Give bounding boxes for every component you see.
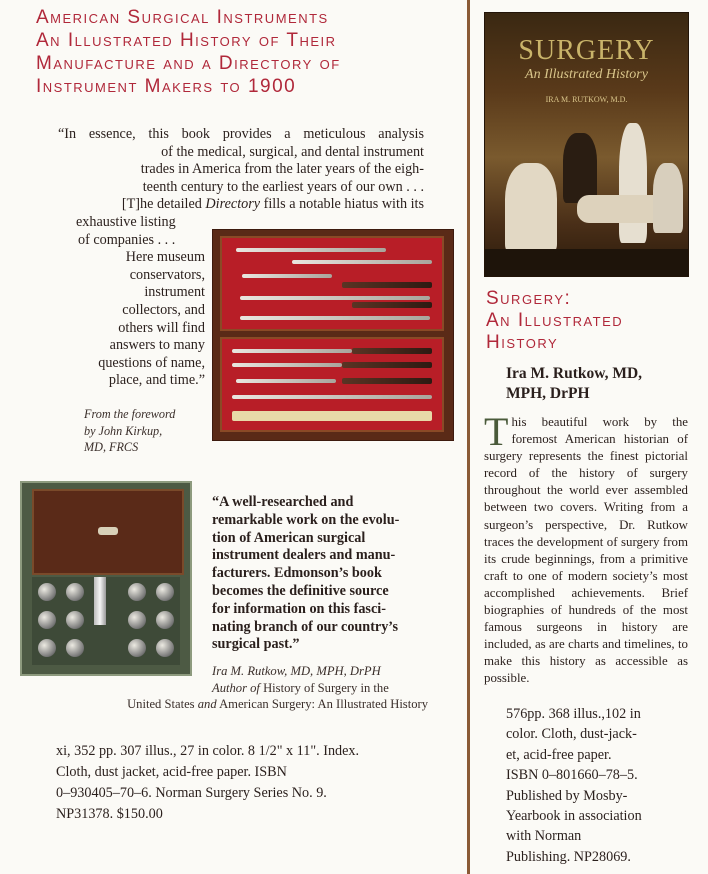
quote-emphasis: Directory (205, 196, 261, 213)
cover-subtitle: An Illustrated History (525, 67, 648, 82)
quote-line: teenth century to the earliest years of our own . . . (142, 178, 424, 195)
book-title: American Surgery: An Illustrated History (216, 697, 428, 712)
quote-line: instrument (144, 284, 205, 301)
title-line: Surgery: (486, 288, 572, 309)
book-cover-image (484, 12, 689, 277)
details-line: ISBN 0–801660–78–5. (506, 767, 638, 784)
details-line: with Norman (506, 828, 582, 845)
quote-line: of the medical, surgical, and dental instrument (161, 143, 424, 160)
details-line: 576pp. 368 illus.,102 in (506, 706, 641, 722)
description-text: his beautiful work by the foremost American historian of surgery represents the finest pictorial record of the history of surgery throughout the world ever assembled between two covers. Writing from a surgeon’s perspective, Dr. Rutkow traces the development of surgery from its crude beginnings, from a primitive craft to one of modern society’s most accomplished achievements. Brief biographies of hundreds of the most famous surgeons in history are included, as are charts and timelines, to make this history as accessible as possible. (484, 415, 688, 686)
syringe (94, 577, 106, 625)
book-author (506, 364, 686, 404)
quote-text: fills a notable hiatus with its (260, 196, 424, 213)
author-line: Ira M. Rutkow, MD, (506, 365, 643, 382)
details-line: et, acid-free paper. (506, 746, 612, 763)
details-line: NP31378. $150.00 (56, 806, 163, 822)
title-line: History (486, 332, 559, 353)
title-line: American Surgical Instruments (36, 7, 329, 28)
quote-line: instrument dealers and manu- (212, 547, 396, 564)
quote-line: others will find (118, 319, 205, 336)
syringe-case-photo (20, 481, 192, 676)
quote-line: questions of name, (98, 354, 205, 371)
details-line: Yearbook in association (506, 808, 642, 825)
author-of-label: Author of (212, 680, 260, 695)
left-book-title (36, 6, 456, 98)
cover-author: IRA M. RUTKOW, M.D. (545, 95, 628, 104)
reviewer-name: Ira M. Rutkow, MD, MPH, DrPH (212, 664, 381, 678)
book-description (484, 409, 688, 688)
details-line: color. Cloth, dust-jack- (506, 726, 637, 743)
quote-line: remarkable work on the evolu- (212, 511, 400, 528)
and-label: and (197, 697, 217, 712)
review-attribution (84, 663, 428, 713)
attribution-line: MD, FRCS (84, 440, 139, 454)
case-bottom-tray (220, 337, 444, 432)
quote-line: collectors, and (122, 301, 205, 318)
attribution-line: From the foreword (84, 407, 176, 421)
quote-line: place, and time.” (108, 372, 205, 389)
case-top-tray (220, 236, 444, 331)
left-book-details (56, 741, 406, 825)
column-divider (467, 0, 470, 874)
title-line: Manufacture and a Directory of (36, 53, 341, 74)
quote-line: tion of American surgical (212, 529, 366, 546)
foreword-attribution (84, 406, 214, 456)
attribution-line: by John Kirkup, (84, 423, 163, 438)
quote-text: [T]he detailed (121, 196, 206, 213)
quote-line: becomes the definitive source (212, 582, 389, 599)
quote-line: for information on this fasci- (212, 600, 386, 617)
quote-line: surgical past.” (212, 636, 300, 653)
quote-line: exhaustive listing (76, 213, 176, 230)
cover-title: SURGERY (518, 35, 655, 66)
title-line: An Illustrated History of Their (36, 30, 337, 51)
quote-line: of companies . . . (78, 231, 176, 248)
quote-line: conservators, (129, 266, 205, 283)
quote-line: answers to many (109, 337, 205, 354)
details-line: Published by Mosby- (506, 787, 628, 804)
case-tray (32, 577, 180, 665)
details-line: Publishing. NP28069. (506, 848, 631, 865)
details-line: 0–930405–70–6. Norman Surgery Series No. 9. (56, 785, 327, 801)
drop-cap: T (484, 409, 509, 454)
quote-line: “In essence, this book provides a meticulous analysis (58, 126, 424, 142)
quote-line: trades in America from the later years of the eigh- (140, 161, 424, 178)
quote-line: nating branch of our country’s (212, 618, 399, 635)
quote-line: facturers. Edmonson’s book (212, 565, 382, 582)
title-line: Instrument Makers to 1900 (36, 76, 297, 97)
right-book-details (506, 704, 686, 867)
author-line: MPH, DrPH (506, 385, 590, 402)
title-line: An Illustrated (486, 310, 624, 331)
quote-line (58, 196, 424, 214)
right-book-title (486, 288, 696, 354)
details-line: xi, 352 pp. 307 illus., 27 in color. 8 1/2" x 11". Index. (56, 743, 360, 759)
quote-line: Here museum (125, 249, 205, 266)
quote-line: “A well-researched and (212, 494, 354, 510)
instrument-case-photo (212, 229, 454, 441)
book-title: United States (127, 697, 198, 712)
book-title: History of Surgery in the (259, 680, 389, 695)
review-quote (212, 494, 417, 654)
case-lid (32, 489, 184, 575)
details-line: Cloth, dust jacket, acid-free paper. ISBN (56, 764, 287, 780)
